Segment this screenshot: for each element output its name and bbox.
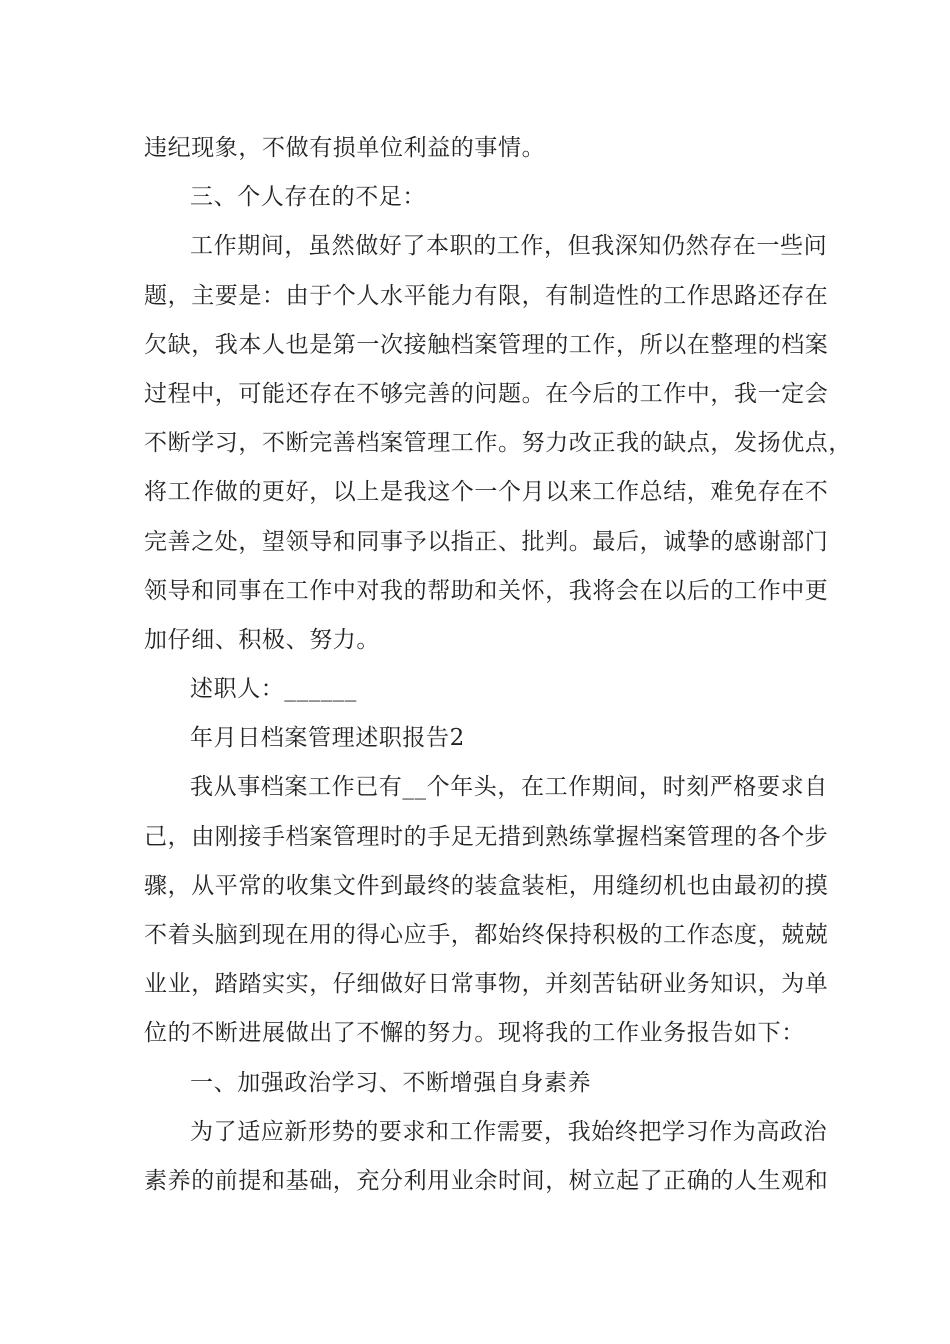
text-line: 业业，踏踏实实，仔细做好日常事物，并刻苦钻研业务知识，为单: [144, 971, 829, 998]
section-heading: 三、个人存在的不足：: [190, 184, 426, 211]
text-line: 不断学习，不断完善档案管理工作。努力改正我的缺点，发扬优点，: [144, 430, 852, 457]
text-line: 我从事档案工作已有__个年头，在工作期间，时刻严格要求自: [190, 774, 828, 801]
text-line: 位的不断进展做出了不懈的努力。现将我的工作业务报告如下：: [144, 1020, 805, 1047]
section-heading: 一、加强政治学习、不断增强自身素养: [190, 1069, 592, 1096]
report-title: 年月日档案管理述职报告2: [190, 725, 465, 752]
text-line: 工作期间，虽然做好了本职的工作，但我深知仍然存在一些问: [190, 233, 828, 260]
text-line: 己，由刚接手档案管理时的手足无措到熟练掌握档案管理的各个步: [144, 823, 829, 850]
text-line: 加仔细、积极、努力。: [144, 626, 380, 653]
text-line: 题，主要是：由于个人水平能力有限，有制造性的工作思路还存在: [144, 282, 829, 309]
text-line: 领导和同事在工作中对我的帮助和关怀，我将会在以后的工作中更: [144, 577, 829, 604]
text-line: 将工作做的更好，以上是我这个一个月以来工作总结，难免存在不: [144, 479, 829, 506]
text-line: 不着头脑到现在用的得心应手，都始终保持积极的工作态度，兢兢: [144, 922, 829, 948]
text-line: 骤，从平常的收集文件到最终的装盒装柜，用缝纫机也由最初的摸: [144, 872, 829, 899]
text-line: 过程中，可能还存在不够完善的问题。在今后的工作中，我一定会: [144, 380, 829, 407]
text-line: 完善之处，望领导和同事予以指正、批判。最后，诚挚的感谢部门: [144, 528, 829, 555]
signature-line: 述职人：______: [190, 676, 357, 703]
text-line: 素养的前提和基础，充分利用业余时间，树立起了正确的人生观和: [144, 1167, 829, 1194]
text-line: 欠缺，我本人也是第一次接触档案管理的工作，所以在整理的档案: [144, 331, 829, 358]
text-line: 违纪现象，不做有损单位利益的事情。: [144, 135, 546, 161]
document-body: [144, 124, 852, 1206]
text-line: 为了适应新形势的要求和工作需要，我始终把学习作为高政治: [190, 1118, 828, 1145]
